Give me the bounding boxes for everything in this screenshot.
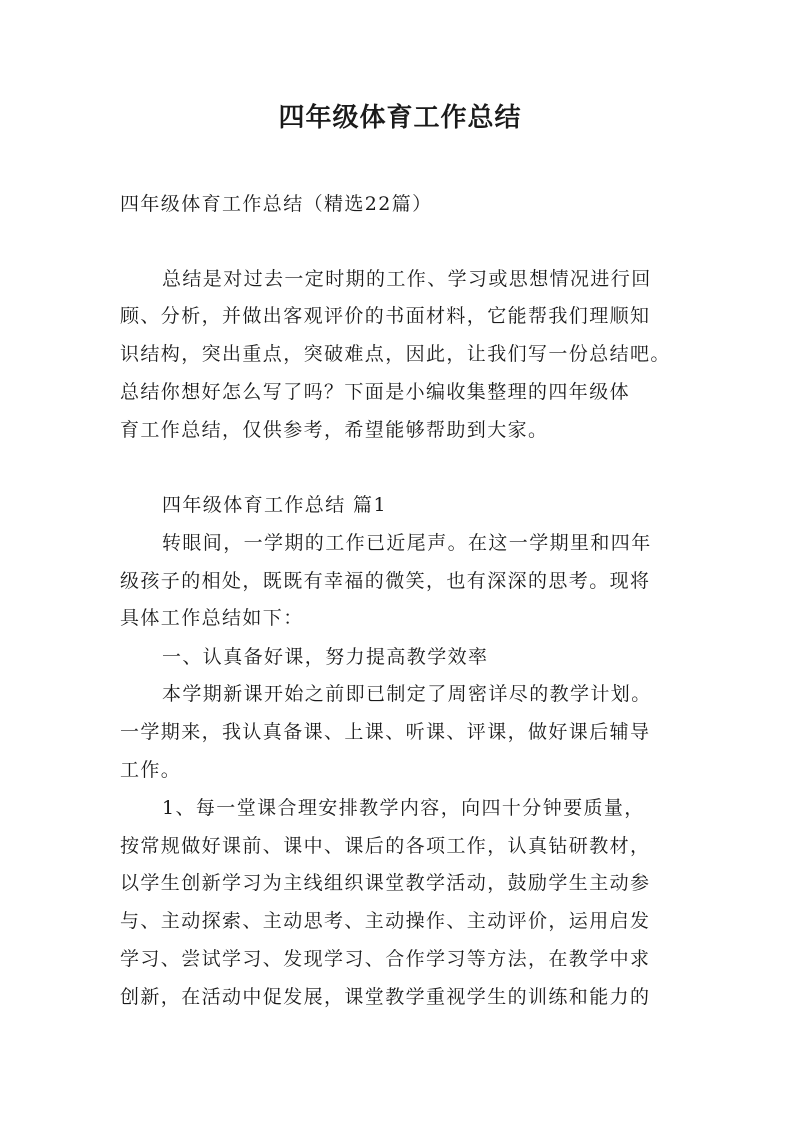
intro-line: 总结你想好怎么写了吗？下面是小编收集整理的四年级体 bbox=[120, 381, 631, 403]
section-line: 转眼间，一学期的工作已近尾声。在这一学期里和四年 bbox=[162, 532, 652, 554]
section-line: 级孩子的相处，既既有幸福的微笑，也有深深的思考。现将 bbox=[120, 570, 651, 592]
section-line: 学习、尝试学习、发现学习、合作学习等方法，在教学中求 bbox=[120, 948, 651, 970]
intro-line: 总结是对过去一定时期的工作、学习或思想情况进行回 bbox=[162, 268, 652, 290]
section-line: 一、认真备好课，努力提高教学效率 bbox=[162, 646, 489, 668]
section-line: 按常规做好课前、课中、课后的各项工作，认真钻研教材， bbox=[120, 835, 651, 857]
intro-line: 育工作总结，仅供参考，希望能够帮助到大家。 bbox=[120, 419, 549, 441]
document-title: 四年级体育工作总结 bbox=[278, 103, 522, 133]
section-line: 以学生创新学习为主线组织课堂教学活动，鼓励学生主动参 bbox=[120, 872, 651, 894]
section-line: 本学期新课开始之前即已制定了周密详尽的教学计划。 bbox=[162, 683, 652, 705]
intro-line: 识结构，突出重点，突破难点，因此，让我们写一份总结吧。 bbox=[120, 343, 671, 365]
section-line: 一学期来，我认真备课、上课、听课、评课，做好课后辅导 bbox=[120, 721, 651, 743]
section-line: 创新，在活动中促发展，课堂教学重视学生的训练和能力的 bbox=[120, 986, 651, 1008]
section-line: 与、主动探索、主动思考、主动操作、主动评价，运用启发 bbox=[120, 910, 651, 932]
intro-line: 顾、分析，并做出客观评价的书面材料，它能帮我们理顺知 bbox=[120, 305, 651, 327]
section-line: 工作。 bbox=[120, 759, 182, 781]
section-line: 具体工作总结如下： bbox=[120, 607, 304, 629]
section-line: 1、每一堂课合理安排教学内容，向四十分钟要质量， bbox=[162, 797, 645, 819]
document-subtitle: 四年级体育工作总结（精选22篇） bbox=[120, 193, 433, 215]
section-heading: 四年级体育工作总结 篇1 bbox=[162, 494, 387, 516]
